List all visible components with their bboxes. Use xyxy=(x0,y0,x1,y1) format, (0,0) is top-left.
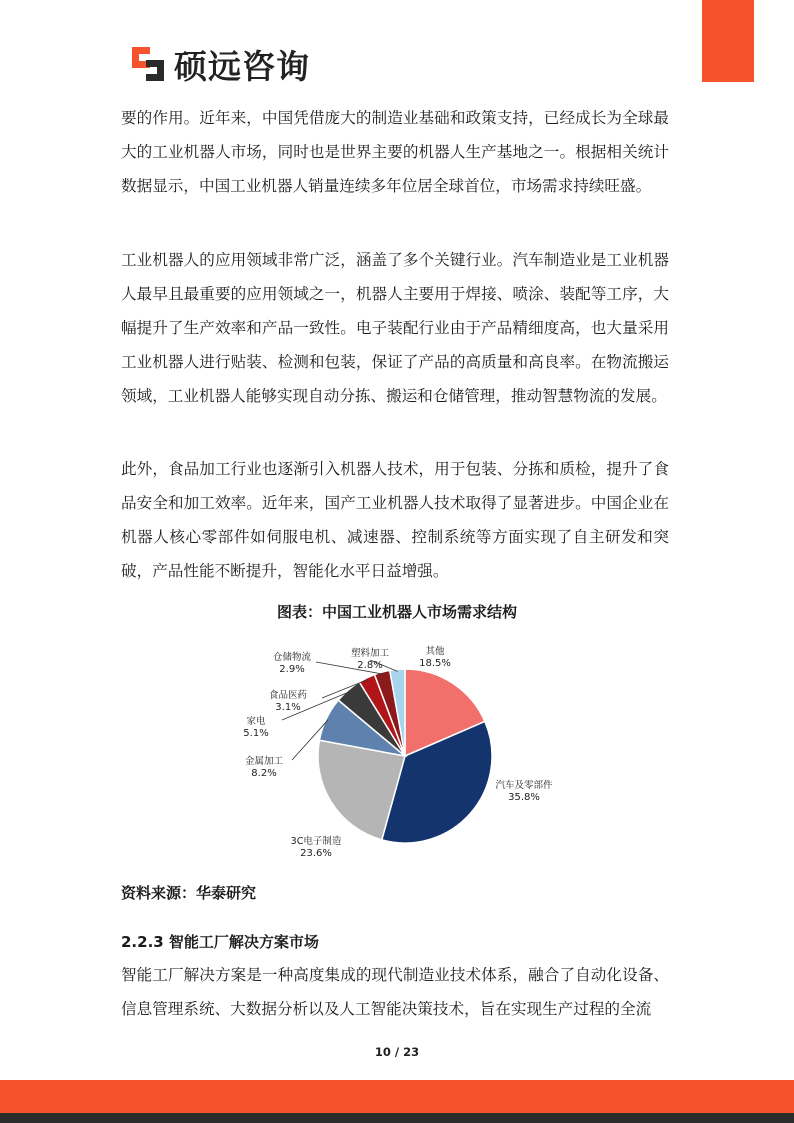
body-paragraph-4: 智能工厂解决方案是一种高度集成的现代制造业技术体系，融合了自动化设备、信息管理系统、大数据分析以及人工智能决策技术，旨在实现生产过程的全流 xyxy=(121,966,669,1018)
footer-dark-band xyxy=(0,1113,794,1123)
section-heading: 2.2.3 智能工厂解决方案市场 xyxy=(121,933,319,951)
slice-label-5: 食品医药 xyxy=(268,690,308,701)
slice-value-4: 5.1% xyxy=(243,728,269,739)
footer-accent-band xyxy=(0,1080,794,1113)
shuoyuan-logo-icon xyxy=(128,44,168,84)
source-note: 资料来源：华泰研究 xyxy=(121,884,257,902)
pie-chart xyxy=(230,636,610,868)
slice-value-7: 2.8% xyxy=(357,660,383,671)
body-paragraph-3: 此外，食品加工行业也逐渐引入机器人技术，用于包装、分拣和质检，提升了食品安全和加工效率。近年来，国产工业机器人技术取得了显著进步。中国企业在机器人核心零部件如伺服电机、减速器、控制系统等方面实现了自主研发和突破，产品性能不断提升，智能化水平日益增强。 xyxy=(121,460,669,580)
page-number: 10 / 23 xyxy=(374,1045,420,1059)
brand-logo xyxy=(128,44,310,84)
brand-name: 硕远咨询 xyxy=(174,46,310,86)
slice-value-0: 18.5% xyxy=(419,658,451,669)
slice-label-0: 其他 xyxy=(425,646,445,657)
slice-label-3: 金属加工 xyxy=(244,756,284,767)
body-paragraph-2: 工业机器人的应用领域非常广泛，涵盖了多个关键行业。汽车制造业是工业机器人最早且最重要的应用领域之一，机器人主要用于焊接、喷涂、装配等工序，大幅提升了生产效率和产品一致性。电子装配行业由于产品精细度高，也大量采用工业机器人进行贴装、检测和包装，保证了产品的高质量和高良率。在物流搬运领域，工业机器人能够实现自动分拣、搬运和仓储管理，推动智慧物流的发展。 xyxy=(121,251,669,405)
slice-value-6: 2.9% xyxy=(279,664,305,675)
body-paragraph-1: 要的作用。近年来，中国凭借庞大的制造业基础和政策支持，已经成长为全球最大的工业机器人市场，同时也是世界主要的机器人生产基地之一。根据相关统计数据显示，中国工业机器人销量连续多年位居全球首位，市场需求持续旺盛。 xyxy=(121,109,669,195)
slice-label-2: 3C电子制造 xyxy=(290,836,342,847)
top-accent-tab xyxy=(702,0,754,82)
slice-label-6: 仓储物流 xyxy=(272,652,312,663)
slice-label-1: 汽车及零部件 xyxy=(495,780,553,791)
slice-label-4: 家电 xyxy=(246,716,266,727)
slice-label-7: 塑料加工 xyxy=(350,648,390,659)
chart-title: 图表：中国工业机器人市场需求结构 xyxy=(276,603,517,621)
slice-value-2: 23.6% xyxy=(300,848,332,859)
slice-value-3: 8.2% xyxy=(251,768,277,779)
slice-value-1: 35.8% xyxy=(508,792,540,803)
slice-value-5: 3.1% xyxy=(275,702,301,713)
